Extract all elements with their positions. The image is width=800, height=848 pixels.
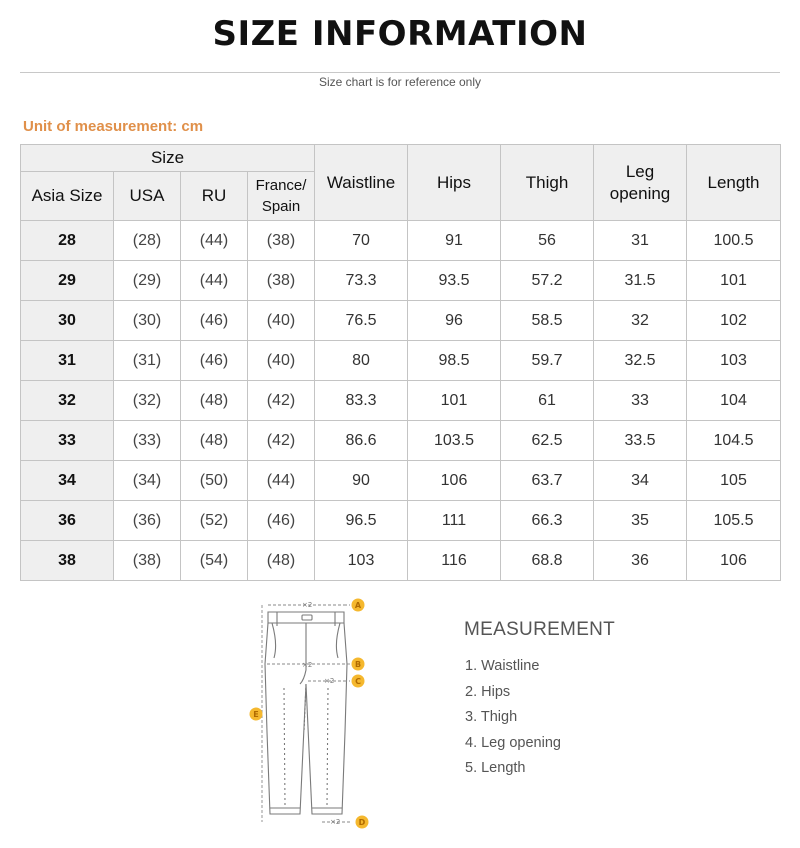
cell-length: 104.5 <box>687 421 781 461</box>
cell-length: 103 <box>687 341 781 381</box>
table-row <box>21 341 781 381</box>
cell-leg-opening: 31 <box>594 221 687 261</box>
col-header-usa: USA <box>114 172 181 221</box>
cell-usa: (33) <box>114 421 181 461</box>
cell-usa: (32) <box>114 381 181 421</box>
marker-b-multiplier: ×2 <box>302 661 313 669</box>
cell-ru: (50) <box>181 461 248 501</box>
marker-b-label: B <box>354 660 362 669</box>
cell-leg-opening: 31.5 <box>594 261 687 301</box>
col-header-hips: Hips <box>408 145 501 221</box>
size-table-body <box>21 221 781 581</box>
table-row <box>21 261 781 301</box>
cell-waistline: 76.5 <box>315 301 408 341</box>
marker-e-label: E <box>253 710 259 719</box>
cell-waistline: 86.6 <box>315 421 408 461</box>
table-row <box>21 301 781 341</box>
col-header-ru: RU <box>181 172 248 221</box>
measurement-title: MEASUREMENT <box>464 619 616 640</box>
cell-france-spain: (40) <box>248 341 315 381</box>
cell-hips: 106 <box>408 461 501 501</box>
cell-hips: 103.5 <box>408 421 501 461</box>
measurement-item-length: 5. Length <box>465 760 526 777</box>
cell-france-spain: (42) <box>248 381 315 421</box>
cell-leg-opening: 35 <box>594 501 687 541</box>
table-row <box>21 461 781 501</box>
cell-asia-size: 33 <box>21 421 114 461</box>
cell-france-spain: (46) <box>248 501 315 541</box>
col-header-france-spain: France/ Spain <box>248 172 315 221</box>
cell-waistline: 80 <box>315 341 408 381</box>
cell-thigh: 61 <box>501 381 594 421</box>
marker-a-multiplier: ×2 <box>302 601 313 609</box>
unit-label: Unit of measurement: cm <box>23 118 204 135</box>
measurement-item-thigh: 3. Thigh <box>465 709 518 726</box>
cell-asia-size: 30 <box>21 301 114 341</box>
cell-length: 102 <box>687 301 781 341</box>
cell-hips: 96 <box>408 301 501 341</box>
cell-asia-size: 34 <box>21 461 114 501</box>
cell-thigh: 68.8 <box>501 541 594 581</box>
cell-leg-opening: 33.5 <box>594 421 687 461</box>
cell-asia-size: 29 <box>21 261 114 301</box>
pants-measurement-diagram <box>232 592 392 840</box>
marker-d-multiplier: ×2 <box>330 818 341 826</box>
measurement-item-waistline: 1. Waistline <box>465 658 540 674</box>
cell-asia-size: 36 <box>21 501 114 541</box>
col-header-thigh: Thigh <box>501 145 594 221</box>
cell-hips: 116 <box>408 541 501 581</box>
cell-thigh: 56 <box>501 221 594 261</box>
cell-ru: (44) <box>181 261 248 301</box>
cell-waistline: 90 <box>315 461 408 501</box>
cell-asia-size: 38 <box>21 541 114 581</box>
cell-france-spain: (38) <box>248 221 315 261</box>
size-group-header: Size <box>21 145 315 172</box>
table-row <box>21 381 781 421</box>
table-row <box>21 421 781 461</box>
cell-france-spain: (44) <box>248 461 315 501</box>
cell-thigh: 66.3 <box>501 501 594 541</box>
cell-thigh: 57.2 <box>501 261 594 301</box>
pants-outline-icon <box>265 612 347 814</box>
marker-c-label: C <box>355 677 361 686</box>
cell-leg-opening: 34 <box>594 461 687 501</box>
cell-asia-size: 31 <box>21 341 114 381</box>
cell-usa: (34) <box>114 461 181 501</box>
cell-ru: (54) <box>181 541 248 581</box>
col-header-length: Length <box>687 145 781 221</box>
cell-leg-opening: 36 <box>594 541 687 581</box>
cell-ru: (44) <box>181 221 248 261</box>
cell-thigh: 59.7 <box>501 341 594 381</box>
cell-usa: (29) <box>114 261 181 301</box>
cell-thigh: 63.7 <box>501 461 594 501</box>
measurement-item-leg-opening: 4. Leg opening <box>465 734 561 751</box>
cell-hips: 101 <box>408 381 501 421</box>
cell-hips: 111 <box>408 501 501 541</box>
cell-length: 105 <box>687 461 781 501</box>
cell-leg-opening: 32.5 <box>594 341 687 381</box>
cell-waistline: 73.3 <box>315 261 408 301</box>
size-table <box>20 144 781 581</box>
cell-waistline: 103 <box>315 541 408 581</box>
cell-hips: 93.5 <box>408 261 501 301</box>
cell-waistline: 83.3 <box>315 381 408 421</box>
table-row <box>21 221 781 261</box>
cell-length: 104 <box>687 381 781 421</box>
cell-hips: 98.5 <box>408 341 501 381</box>
marker-a-label: A <box>354 601 362 610</box>
measurement-list <box>465 656 561 784</box>
title-divider <box>20 72 780 73</box>
cell-leg-opening: 32 <box>594 301 687 341</box>
cell-thigh: 62.5 <box>501 421 594 461</box>
col-header-waistline: Waistline <box>315 145 408 221</box>
cell-usa: (38) <box>114 541 181 581</box>
cell-ru: (46) <box>181 341 248 381</box>
measurement-item-hips: 2. Hips <box>465 683 511 700</box>
cell-thigh: 58.5 <box>501 301 594 341</box>
cell-asia-size: 32 <box>21 381 114 421</box>
reference-note: Size chart is for reference only <box>318 75 482 89</box>
cell-length: 105.5 <box>687 501 781 541</box>
cell-france-spain: (40) <box>248 301 315 341</box>
cell-france-spain: (42) <box>248 421 315 461</box>
table-row <box>21 501 781 541</box>
page-title: SIZE INFORMATION <box>212 14 588 54</box>
cell-length: 100.5 <box>687 221 781 261</box>
cell-ru: (52) <box>181 501 248 541</box>
cell-waistline: 96.5 <box>315 501 408 541</box>
cell-hips: 91 <box>408 221 501 261</box>
cell-usa: (28) <box>114 221 181 261</box>
marker-c-multiplier: ×2 <box>324 677 335 685</box>
cell-asia-size: 28 <box>21 221 114 261</box>
table-row <box>21 541 781 581</box>
col-header-asia-size: Asia Size <box>21 172 114 221</box>
cell-france-spain: (38) <box>248 261 315 301</box>
col-header-leg-opening: Leg opening <box>594 145 687 221</box>
cell-leg-opening: 33 <box>594 381 687 421</box>
cell-ru: (48) <box>181 381 248 421</box>
marker-d-label: D <box>358 818 366 827</box>
cell-usa: (36) <box>114 501 181 541</box>
cell-usa: (31) <box>114 341 181 381</box>
cell-usa: (30) <box>114 301 181 341</box>
cell-ru: (46) <box>181 301 248 341</box>
cell-length: 106 <box>687 541 781 581</box>
cell-length: 101 <box>687 261 781 301</box>
cell-france-spain: (48) <box>248 541 315 581</box>
cell-ru: (48) <box>181 421 248 461</box>
cell-waistline: 70 <box>315 221 408 261</box>
